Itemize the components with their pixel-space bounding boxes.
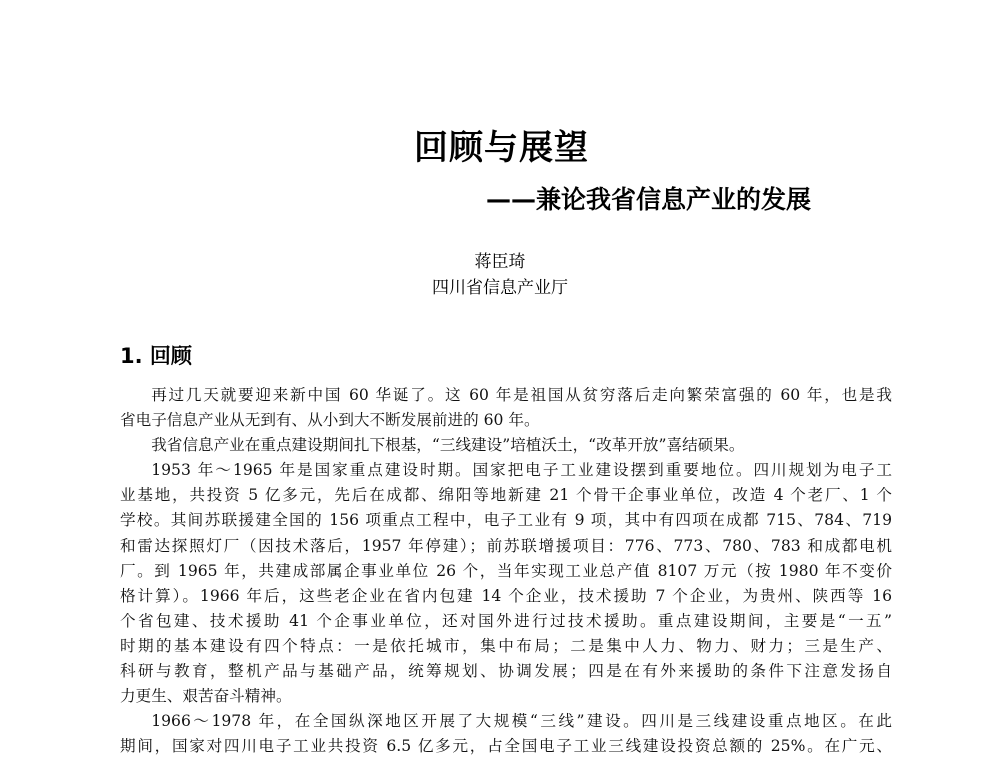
body-line: 科研与教育，整机产品与基础产品，统筹规划、协调发展；四是在有外来援助的条件下注意发扬自 xyxy=(120,662,892,681)
section-heading: 1. 回顾 xyxy=(120,344,192,368)
document-title: 回顾与展望 xyxy=(414,128,589,168)
body-line: 力更生、艰苦奋斗精神。 xyxy=(120,687,292,706)
body-line: 业基地，共投资 5 亿多元，先后在成都、绵阳等地新建 21 个骨干企事业单位，改造 4 个老厂、1 个 xyxy=(120,486,892,505)
body-line: 和雷达探照灯厂（因技术落后，1957 年停建）；前苏联增援项目：776、773、780、783 和成都电机 xyxy=(120,536,892,555)
body-line: 格计算）。1966 年后，这些老企业在省内包建 14 个企业，技术援助 7 个企业，为贵州、陕西等 16 xyxy=(120,586,892,605)
document-subtitle: ——兼论我省信息产业的发展 xyxy=(486,185,812,214)
body-line: 期间，国家对四川电子工业共投资 6.5 亿多元，占全国电子工业三线建设投资总额的 25%。在广元、 xyxy=(120,737,892,756)
author-name: 蒋臣琦 xyxy=(474,252,526,272)
body-line: 省电子信息产业从无到有、从小到大不断发展前进的 60 年。 xyxy=(120,411,540,430)
section-body xyxy=(120,383,892,759)
body-line: 再过几天就要迎来新中国 60 华诞了。这 60 年是祖国从贫穷落后走向繁荣富强的 60 年，也是我 xyxy=(151,386,892,404)
body-line: 厂。到 1965 年，共建成部属企事业单位 26 个，当年实现工业总产值 8107 万元（按 1980 年不变价 xyxy=(120,561,892,580)
author-affiliation: 四川省信息产业厅 xyxy=(432,278,568,298)
body-line: 1966～1978 年，在全国纵深地区开展了大规模“三线”建设。四川是三线建设重点地区。在此 xyxy=(151,712,892,731)
body-line: 1953 年～1965 年是国家重点建设时期。国家把电子工业建设摆到重要地位。四川规划为电子工 xyxy=(151,461,892,480)
body-line: 个省包建、技术援助 41 个企事业单位，还对国外进行过技术援助。重点建设期间，主要是“一五” xyxy=(120,611,892,630)
body-line: 学校。其间苏联援建全国的 156 项重点工程中，电子工业有 9 项，其中有四项在成都 715、784、719 xyxy=(120,511,892,530)
body-line: 时期的基本建设有四个特点：一是依托城市，集中布局；二是集中人力、物力、财力；三是生产、 xyxy=(120,636,892,655)
body-line: 我省信息产业在重点建设期间扎下根基，“三线建设”培植沃土，“改革开放”喜结硕果。 xyxy=(151,436,745,455)
